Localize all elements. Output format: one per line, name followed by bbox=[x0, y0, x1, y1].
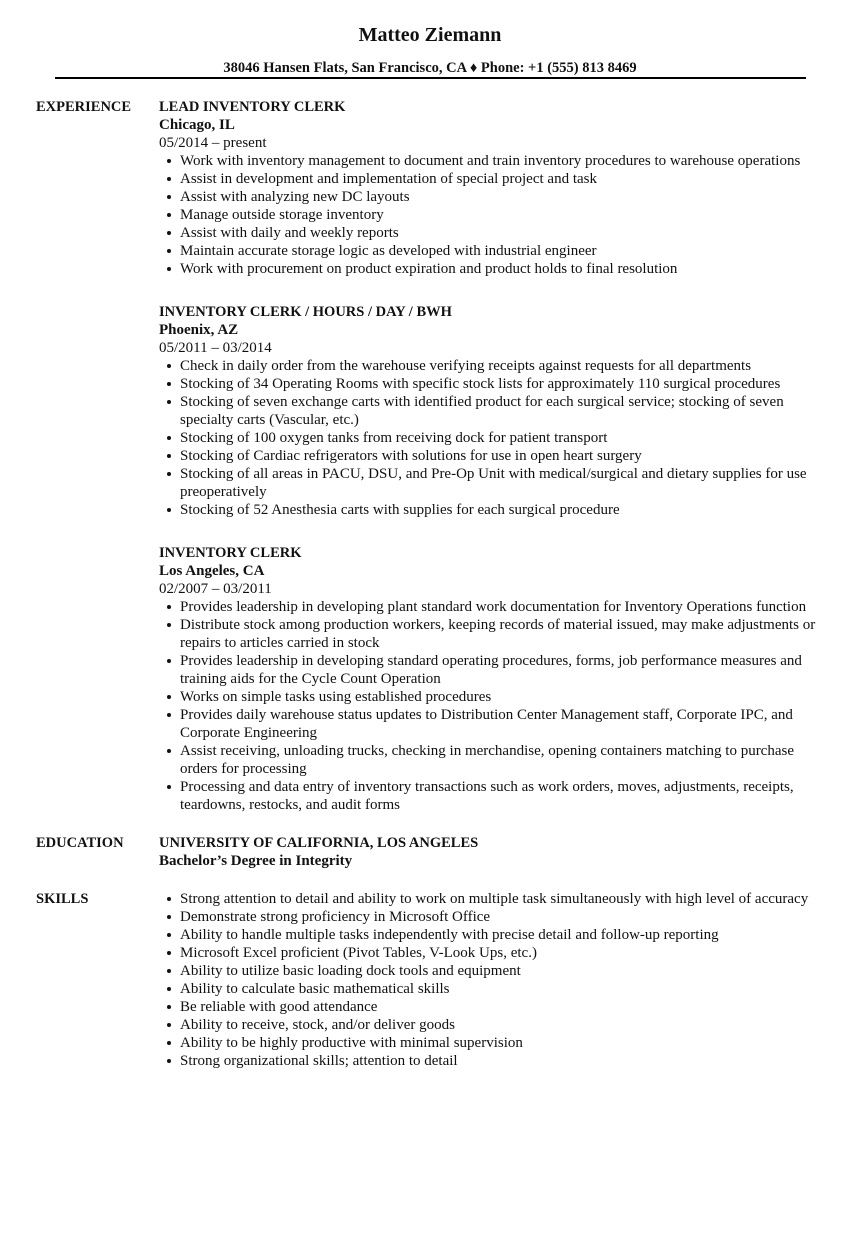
skill-item: Ability to receive, stock, and/or deliver goods bbox=[180, 1016, 824, 1034]
bullet-item: Processing and data entry of inventory transactions such as work orders, moves, adjustments, receipts, teardowns, restocks, and audit forms bbox=[180, 778, 824, 814]
bullet-item: Provides leadership in developing standard operating procedures, forms, job performance measures and training aids for the Cycle Count Operation bbox=[180, 652, 824, 688]
skills-list bbox=[159, 890, 824, 1070]
job-bullets bbox=[159, 598, 824, 814]
skill-item: Ability to be highly productive with minimal supervision bbox=[180, 1034, 824, 1052]
skill-item: Ability to utilize basic loading dock tools and equipment bbox=[180, 962, 824, 980]
school-name: UNIVERSITY OF CALIFORNIA, LOS ANGELES bbox=[159, 835, 479, 851]
section-label: EDUCATION bbox=[36, 835, 124, 851]
header-divider bbox=[55, 77, 806, 79]
job-location: Chicago, IL bbox=[159, 117, 235, 133]
bullet-item: Assist receiving, unloading trucks, checking in merchandise, opening containers matching to purchase orders for processing bbox=[180, 742, 824, 778]
job-dates: 05/2011 – 03/2014 bbox=[159, 340, 272, 356]
job-entry bbox=[159, 544, 824, 814]
skill-item: Ability to calculate basic mathematical skills bbox=[180, 980, 824, 998]
job-bullets bbox=[159, 357, 824, 519]
bullet-item: Check in daily order from the warehouse verifying receipts against requests for all departments bbox=[180, 357, 824, 375]
job-bullets bbox=[159, 152, 824, 278]
bullet-item: Manage outside storage inventory bbox=[180, 206, 824, 224]
contact-line: 38046 Hansen Flats, San Francisco, CA ♦ Phone: +1 (555) 813 8469 bbox=[223, 60, 637, 76]
bullet-item: Distribute stock among production workers, keeping records of material issued, may make adjustments or repairs to articles carried in stock bbox=[180, 616, 824, 652]
bullet-item: Stocking of Cardiac refrigerators with solutions for use in open heart surgery bbox=[180, 447, 824, 465]
bullet-item: Stocking of seven exchange carts with identified product for each surgical service; stocking of seven specialty carts (Vascular, etc.) bbox=[180, 393, 824, 429]
skill-item: Microsoft Excel proficient (Pivot Tables, V-Look Ups, etc.) bbox=[180, 944, 824, 962]
bullet-item: Maintain accurate storage logic as developed with industrial engineer bbox=[180, 242, 824, 260]
bullet-item: Stocking of all areas in PACU, DSU, and Pre-Op Unit with medical/surgical and dietary supplies for use preoperatively bbox=[180, 465, 824, 501]
skill-item: Be reliable with good attendance bbox=[180, 998, 824, 1016]
job-location: Phoenix, AZ bbox=[159, 322, 239, 338]
bullet-item: Stocking of 52 Anesthesia carts with supplies for each surgical procedure bbox=[180, 501, 824, 519]
bullet-item: Provides leadership in developing plant standard work documentation for Inventory Operations function bbox=[180, 598, 824, 616]
job-title: INVENTORY CLERK bbox=[159, 545, 302, 561]
skill-item: Demonstrate strong proficiency in Microsoft Office bbox=[180, 908, 824, 926]
bullet-item: Assist with daily and weekly reports bbox=[180, 224, 824, 242]
job-title: LEAD INVENTORY CLERK bbox=[159, 99, 346, 115]
job-entry bbox=[159, 303, 824, 519]
skill-item: Strong organizational skills; attention to detail bbox=[180, 1052, 824, 1070]
skill-item: Strong attention to detail and ability to work on multiple task simultaneously with high level of accuracy bbox=[180, 890, 824, 908]
bullet-item: Stocking of 34 Operating Rooms with specific stock lists for approximately 110 surgical procedures bbox=[180, 375, 824, 393]
job-location: Los Angeles, CA bbox=[159, 563, 265, 579]
job-dates: 05/2014 – present bbox=[159, 135, 267, 151]
bullet-item: Assist with analyzing new DC layouts bbox=[180, 188, 824, 206]
candidate-name: Matteo Ziemann bbox=[358, 24, 502, 46]
bullet-item: Provides daily warehouse status updates to Distribution Center Management staff, Corporate IPC, and Corporate Engineering bbox=[180, 706, 824, 742]
section-label: SKILLS bbox=[36, 891, 89, 907]
job-dates: 02/2007 – 03/2011 bbox=[159, 581, 272, 597]
skill-item: Ability to handle multiple tasks independently with precise detail and follow-up reporting bbox=[180, 926, 824, 944]
bullet-item: Stocking of 100 oxygen tanks from receiving dock for patient transport bbox=[180, 429, 824, 447]
bullet-item: Assist in development and implementation of special project and task bbox=[180, 170, 824, 188]
job-title: INVENTORY CLERK / HOURS / DAY / BWH bbox=[159, 304, 452, 320]
degree: Bachelor’s Degree in Integrity bbox=[159, 853, 353, 869]
section-label: EXPERIENCE bbox=[36, 99, 132, 115]
bullet-item: Work with procurement on product expiration and product holds to final resolution bbox=[180, 260, 824, 278]
job-entry bbox=[159, 98, 824, 278]
bullet-item: Work with inventory management to document and train inventory procedures to warehouse operations bbox=[180, 152, 824, 170]
bullet-item: Works on simple tasks using established procedures bbox=[180, 688, 824, 706]
experience-list bbox=[159, 98, 824, 814]
